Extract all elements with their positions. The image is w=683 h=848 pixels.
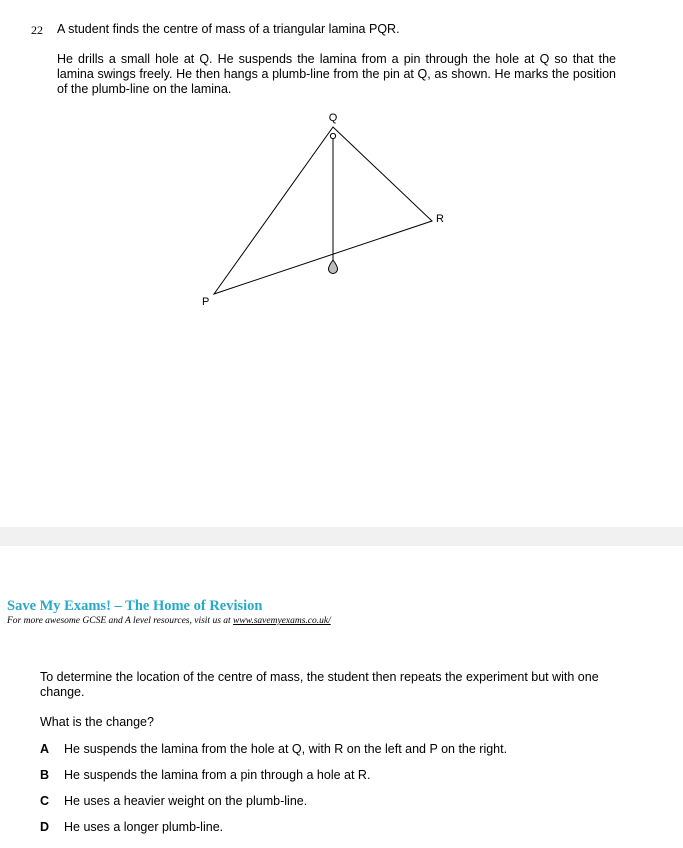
option-letter: B bbox=[40, 768, 50, 782]
website-link[interactable]: www.savemyexams.co.uk/ bbox=[233, 616, 331, 626]
label-r: R bbox=[436, 213, 444, 225]
option-text: He suspends the lamina from a pin through a hole at R. bbox=[64, 768, 371, 782]
brand-title: Save My Exams! – The Home of Revision bbox=[7, 598, 263, 614]
plumb-bob bbox=[329, 260, 338, 274]
brand-subtitle bbox=[7, 616, 331, 626]
question-number: 22 bbox=[31, 23, 43, 37]
option-text: He uses a heavier weight on the plumb-line. bbox=[64, 794, 308, 808]
brand-sub-text: For more awesome GCSE and A level resources, visit us at bbox=[7, 616, 234, 626]
triangle-lamina bbox=[214, 127, 432, 294]
pin-hole bbox=[330, 133, 335, 138]
question-prompt: What is the change? bbox=[40, 715, 154, 729]
option-text: He uses a longer plumb-line. bbox=[64, 820, 224, 834]
option-text: He suspends the lamina from the hole at Q, with R on the left and P on the right. bbox=[64, 742, 508, 756]
lamina-diagram bbox=[190, 105, 460, 315]
page-separator bbox=[0, 527, 683, 546]
option-letter: D bbox=[40, 820, 50, 834]
label-q: Q bbox=[328, 112, 338, 124]
question-stem: A student finds the centre of mass of a triangular lamina PQR. bbox=[57, 22, 400, 36]
option-letter: C bbox=[40, 794, 50, 808]
question-paragraph: He drills a small hole at Q. He suspends the lamina from a pin through the hole at Q so that the lamina swings freely. He then hangs a plumb-line from the pin at Q, as shown. He marks the position of the plumb-line on the lamina. bbox=[57, 52, 616, 96]
label-p: P bbox=[202, 296, 210, 308]
option-letter: A bbox=[40, 742, 50, 756]
continuation-text: To determine the location of the centre of mass, the student then repeats the experiment but with one change. bbox=[40, 670, 599, 699]
